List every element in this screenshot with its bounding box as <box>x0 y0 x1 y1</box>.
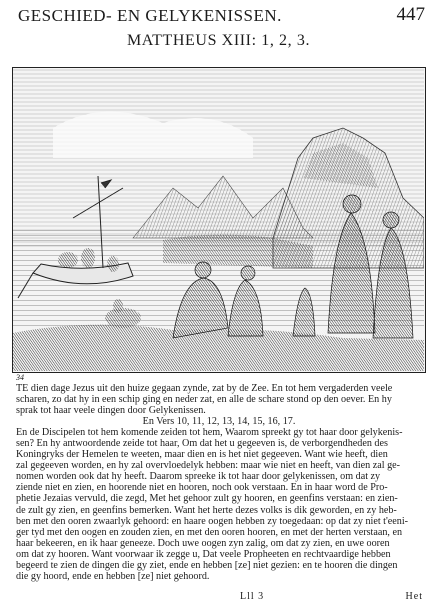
verse-reference: En Vers 10, 11, 12, 13, 14, 15, 16, 17. <box>142 416 296 428</box>
text-line: om dat zy hooren. Want voorwaar ik zegge u, Dat veele Propheeten en rechtvaardige hebben <box>16 548 391 560</box>
text-line: zal gegeeven worden, en hy zal overvloedelyk hebben: maar wie niet en heeft, van dien zal ge- <box>16 460 401 472</box>
text-line: ger tyd met den oogen en zouden zien, en met den ooren hooren, en met der herten verstaan, en <box>16 526 403 538</box>
text-line: sprak tot haar veele dingen door Gelykenissen. <box>16 405 206 417</box>
scripture-text <box>16 383 422 582</box>
text-line: begeerd te zien de dingen die gy ziet, ende en hebben [ze] niet gezien: en te hooren die dingen <box>16 559 398 571</box>
text-line: phetie Jezaias vervuld, die zegd, Met het gehoor zult gy hooren, en geenfins verstaan: en zien- <box>16 493 398 505</box>
text-line: nomen worden ook dat hy heeft. Daarom spreeke ik tot haar door gelykenissen, om dat zy <box>16 471 381 483</box>
text-line: ben met den ooren zwaarlyk gehoord: en haare oogen hebben zy toegedaan: op dat zy niet t'eeni- <box>16 515 409 527</box>
text-line: ziende niet en zien, en hoorende niet en hooren, noch ook verstaan. En in haar word de Pro- <box>16 482 388 494</box>
plate-number: 34 <box>16 373 24 382</box>
text-line: die gy hoord, ende en hebben [ze] niet gehoord. <box>16 570 210 582</box>
text-line: En de Discipelen tot hem komende zeiden tot hem, Waarom spreekt gy tot haar door gelykenis- <box>16 427 403 439</box>
text-line: TE dien dage Jezus uit den huize gegaan zynde, zat by de Zee. En tot hem vergaderden veele <box>16 383 393 394</box>
signature-mark: Lll 3 <box>240 591 265 602</box>
text-line: haar bekeeren, en ik haar geneeze. Doch uwe oogen zyn zalig, om dat zy zien, en uwe ooren <box>16 537 390 549</box>
chapter-reference: MATTHEUS XIII: 1, 2, 3. <box>126 32 311 49</box>
text-line: de zult gy zien, en geenfins bemerken. Want het herte dezes volks is dik geworden, en zy heb- <box>16 504 397 516</box>
page-header-title: GESCHIED- EN GELYKENISSEN. <box>18 6 282 25</box>
catchword: Het <box>405 591 423 602</box>
text-line: Koningryks der Hemelen te weeten, maar dien en is het niet gegeeven. Want wie heeft, dien <box>16 449 388 461</box>
running-head <box>0 2 437 28</box>
engraving-illustration <box>12 67 426 373</box>
text-line: sen? En hy antwoordende zeide tot haar, Om dat het u gegeeven is, de verborgendheden des <box>16 438 388 450</box>
page-number: 447 <box>396 4 425 25</box>
text-line: scharen, zo dat hy in een schip ging en neder zat, en alle de schare stond op den oever. En hy <box>16 394 392 406</box>
